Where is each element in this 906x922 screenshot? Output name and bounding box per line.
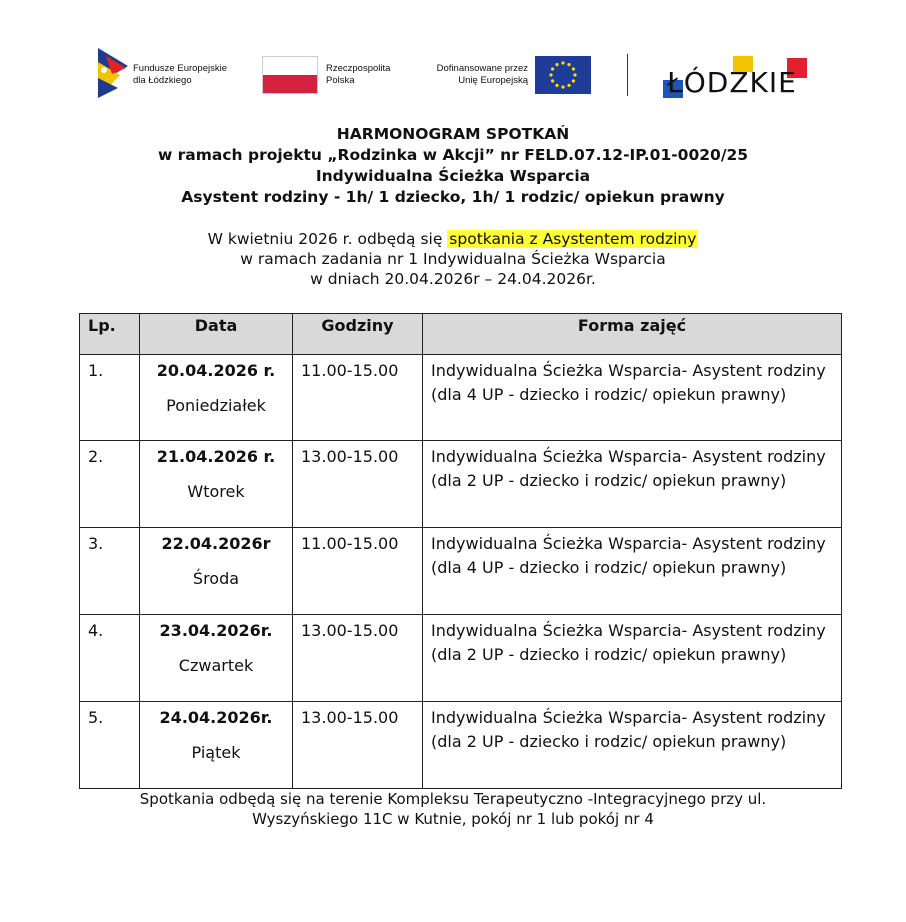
table-row [80,702,842,789]
intro-line3: w dniach 20.04.2026r – 24.04.2026r. [310,270,596,288]
fe-line2: dla Łódzkiego [133,75,192,86]
heading-project: w ramach projektu „Rodzinka w Akcji” nr FELD.07.12-IP.01-0020/25 [157,146,749,164]
heading-path: Indywidualna Ścieżka Wsparcia [315,167,591,185]
row-form: Indywidualna Ścieżka Wsparcia- Asystent rodziny (dla 4 UP - dziecko i rodzic/ opiekun prawny) [423,355,842,441]
fe-line1: Fundusze Europejskie [133,63,227,74]
row-lp: 2. [80,441,140,528]
fundusze-europejskie-text [133,63,227,87]
row-date: 20.04.2026 r. [156,361,276,380]
row-hours: 13.00-15.00 [293,441,423,528]
heading-assistant: Asystent rodziny - 1h/ 1 dziecko, 1h/ 1 rodzic/ opiekun prawny [181,188,725,206]
rzeczpospolita-text [326,63,390,87]
row-date-cell [140,702,293,789]
logo-divider [627,54,628,96]
row-date-cell [140,441,293,528]
footer-line2: Wyszyńskiego 11C w Kutnie, pokój nr 1 lub pokój nr 4 [252,810,654,828]
row-hours: 11.00-15.00 [293,355,423,441]
table-header-row [80,314,842,355]
polish-flag [262,56,318,94]
row-form: Indywidualna Ścieżka Wsparcia- Asystent rodziny (dla 2 UP - dziecko i rodzic/ opiekun prawny) [423,702,842,789]
row-form: Indywidualna Ścieżka Wsparcia- Asystent rodziny (dla 2 UP - dziecko i rodzic/ opiekun prawny) [423,615,842,702]
row-lp: 1. [80,355,140,441]
intro-line2: w ramach zadania nr 1 Indywidualna Ścieżka Wsparcia [240,250,666,268]
row-date-cell [140,615,293,702]
svg-text:ŁÓDZKIE: ŁÓDZKIE [667,66,797,98]
row-hours: 13.00-15.00 [293,615,423,702]
intro-line1-pre: W kwietniu 2026 r. odbędą się [207,230,448,248]
logo-strip [0,48,906,104]
location-note [0,789,906,829]
footer-line1: Spotkania odbędą się na terenie Kompleksu Terapeutyczno -Integracyjnego przy ul. [139,790,767,808]
header-date: Data [140,314,293,355]
intro-highlight: spotkania z Asystentem rodziny [449,230,697,248]
row-day: Poniedziałek [166,396,266,415]
row-date-cell [140,355,293,441]
header-hours: Godziny [293,314,423,355]
eu-funding-text [420,63,528,87]
lodzkie-logo [663,54,809,98]
row-day: Wtorek [187,482,245,501]
header-form: Forma zajęć [423,314,842,355]
row-date: 24.04.2026r. [159,708,273,727]
header-lp: Lp. [80,314,140,355]
heading-title: HARMONOGRAM SPOTKAŃ [336,125,570,143]
row-day: Środa [192,569,240,588]
pl-line1: Rzeczpospolita [326,63,391,74]
table-row [80,441,842,528]
table-row [80,355,842,441]
eu-flag [535,56,591,94]
row-lp: 3. [80,528,140,615]
eu-line2: Unię Europejską [458,75,528,86]
row-date: 21.04.2026 r. [156,447,276,466]
row-form: Indywidualna Ścieżka Wsparcia- Asystent rodziny (dla 4 UP - dziecko i rodzic/ opiekun prawny) [423,528,842,615]
row-date: 22.04.2026r [161,534,271,553]
table-row [80,615,842,702]
intro-text [0,229,906,289]
row-lp: 4. [80,615,140,702]
row-day: Czwartek [178,656,254,675]
row-day: Piątek [191,743,241,762]
schedule-table [79,313,842,789]
row-form: Indywidualna Ścieżka Wsparcia- Asystent rodziny (dla 2 UP - dziecko i rodzic/ opiekun prawny) [423,441,842,528]
fundusze-europejskie-logo [98,48,128,98]
row-date: 23.04.2026r. [159,621,273,640]
row-lp: 5. [80,702,140,789]
table-row [80,528,842,615]
row-date-cell [140,528,293,615]
document-heading [0,124,906,208]
row-hours: 13.00-15.00 [293,702,423,789]
intro-line1 [0,229,906,249]
row-hours: 11.00-15.00 [293,528,423,615]
pl-line2: Polska [326,75,355,86]
eu-line1: Dofinansowane przez [436,63,528,74]
